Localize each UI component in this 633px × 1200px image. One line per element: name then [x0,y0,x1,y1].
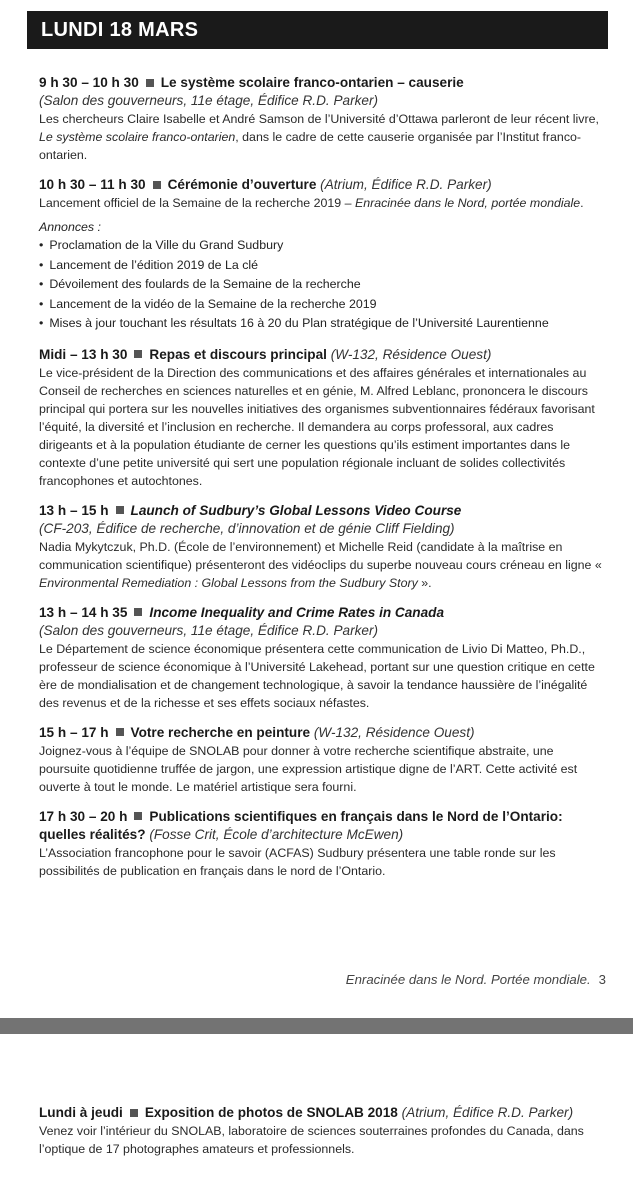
description-text: Nadia Mykytczuk, Ph.D. (École de l’environnement) et Michelle Reid (candidate à la maîtrise en communication scientifique) présenteront des vidéoclips du superbe nouveau cours créneau en ligne « [39,539,602,572]
description-italic: Enracinée dans le Nord, portée mondiale [354,196,581,210]
event-description: L’Association francophone pour le savoir (ACFAS) Sudbury présentera une table ronde sur les possibilités de publication en français dans le nord de l’Ontario. [39,845,556,878]
square-bullet-icon [134,812,142,820]
event-heading [39,502,605,520]
event-location: (CF-203, Édifice de recherche, d’innovation et de génie Cliff Fielding) [39,520,455,536]
square-bullet-icon [134,608,142,616]
description-text: Lancement officiel de la Semaine de la recherche 2019 – [39,196,355,210]
footer-tagline: Enracinée dans le Nord. Portée mondiale. [345,972,591,987]
event-title: Cérémonie d’ouverture [167,177,317,192]
description-italic: Le système scolaire franco-ontarien [39,130,236,144]
event-item [39,346,605,490]
event-item [39,1104,605,1158]
event-heading [39,808,605,844]
square-bullet-icon [116,728,124,736]
event-title: Publications scientifiques en français dans le Nord de l’Ontario: quelles réalités? [39,808,563,842]
event-location: (Salon des gouverneurs, 11e étage, Édifice R.D. Parker) [39,622,379,638]
day-title: LUNDI 18 MARS [41,19,199,41]
list-item: • Lancement de la vidéo de la Semaine de la recherche 2019 [39,295,605,315]
event-location: (Atrium, Édifice R.D. Parker) [401,1105,574,1120]
event-title: Income Inequality and Crime Rates in Canada [149,604,445,620]
event-title: Launch of Sudbury’s Global Lessons Video Course [130,502,462,518]
event-time: Midi – 13 h 30 [39,346,128,362]
event-heading [39,1104,605,1122]
page-number: 3 [598,972,606,987]
event-description: Joignez-vous à l’équipe de SNOLAB pour donner à votre recherche scientifique abstraite, une poursuite quotidienne truffée de jargon, une expression artistique digne de l’ART. Cette activité est ouverte à tout le monde. Le matériel artistique sera fourni. [39,743,578,794]
event-location: (Salon des gouverneurs, 11e étage, Édifice R.D. Parker) [39,93,379,108]
event-time: 13 h – 14 h 35 [39,604,128,620]
description-text-end: , dans le cadre de cette causerie organisée par l’Institut franco-ontarien. [39,130,582,162]
event-time: 13 h – 15 h [39,502,109,518]
event-heading [39,346,605,364]
square-bullet-icon [130,1109,138,1117]
list-item: • Lancement de l’édition 2019 de La clé [39,256,605,276]
square-bullet-icon [134,350,142,358]
list-item: • Mises à jour touchant les résultats 16 à 20 du Plan stratégique de l’Université Laurentienne [39,314,605,334]
square-bullet-icon [153,181,161,189]
event-item [39,74,605,164]
event-heading [39,176,605,194]
event-location: (W-132, Résidence Ouest) [313,724,475,740]
event-description: Le vice-président de la Direction des communications et des affaires générales et internationales au Conseil de recherches en sciences naturelles et en génie, M. Alfred Leblanc, prononcera le discours principal qui portera sur les nouvelles initiatives des organismes subventionnaires fédéraux favorisant l’équité, la diversité et l’inclusion en recherche. Il demandera au corps professoral, aux cadres dirigeants et à la population étudiante de cerner les questions qu’ils estiment importantes dans le contexte d’une petite université qui sert une population régionale incluant de solides collectivités francophones et autochtones. [39,365,595,488]
square-bullet-icon [146,79,154,87]
event-description [39,538,605,592]
announcements-label: Annonces : [39,220,101,234]
description-text-end: ». [417,575,432,590]
event-list [39,74,605,892]
day-header [27,11,608,49]
event-title: Votre recherche en peinture [130,724,311,740]
event-item [39,808,605,880]
event-item [39,176,605,334]
square-bullet-icon [116,506,124,514]
description-text: Les chercheurs Claire Isabelle et André Samson de l’Université d’Ottawa parleront de leur récent livre, [39,112,599,126]
event-location: (W-132, Résidence Ouest) [330,346,492,362]
announcements-list [39,236,605,334]
event-time: 17 h 30 – 20 h [39,808,128,824]
description-text-end: . [580,196,584,210]
event-title: Repas et discours principal [149,346,327,362]
event-location: (Atrium, Édifice R.D. Parker) [320,177,492,192]
event-location: (Fosse Crit, École d’architecture McEwen) [149,826,404,842]
page-divider [0,1018,633,1034]
event-time: 15 h – 17 h [39,724,109,740]
event-item [39,502,605,592]
event-title: Le système scolaire franco-ontarien – causerie [160,75,464,90]
event-description [39,194,605,212]
event-heading [39,724,605,742]
event-item [39,724,605,796]
event-description [39,110,605,164]
event-time: Lundi à jeudi [39,1105,123,1120]
list-item: • Dévoilement des foulards de la Semaine de la recherche [39,275,605,295]
next-page-event-list [39,1104,605,1170]
event-time: 9 h 30 – 10 h 30 [39,75,139,90]
event-description: Le Département de science économique présentera cette communication de Livio Di Matteo, Ph.D., professeur de science économique à l’Université Lakehead, portant sur une question critique en cette ère de mondialisation et de changement technologique, à savoir la tendance haussière de l’inégalité des revenus et de la richesse et ses effets sociaux néfastes. [39,641,595,710]
event-heading [39,604,605,622]
description-italic: Environmental Remediation : Global Lessons from the Sudbury Story [39,575,418,590]
event-description: Venez voir l’intérieur du SNOLAB, laboratoire de sciences souterraines profondes du Canada, dans l’optique de 17 photographes amateurs et professionnels. [39,1124,584,1156]
event-heading [39,74,605,92]
event-title: Exposition de photos de SNOLAB 2018 [144,1105,398,1120]
page-footer [346,972,606,987]
event-time: 10 h 30 – 11 h 30 [39,177,146,192]
event-item [39,604,605,712]
list-item: • Proclamation de la Ville du Grand Sudbury [39,236,605,256]
